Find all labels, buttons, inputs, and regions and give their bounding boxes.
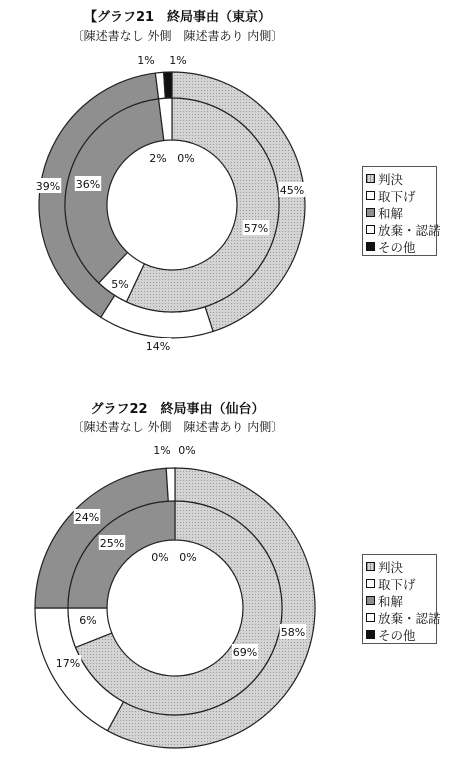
donut-chart-sendai: [0, 390, 360, 760]
legend-label: 和解: [378, 593, 404, 609]
inner-data-label-sonota: 0%: [179, 551, 197, 564]
legend-item-sonota: [366, 626, 441, 643]
legend-item-torisage: [366, 575, 441, 592]
inner-data-label-wakai: 25%: [99, 537, 125, 550]
legend-item-hanketsu: [366, 170, 441, 187]
legend-item-sonota: [366, 238, 441, 255]
inner-data-label-houki-nindaku: 2%: [149, 152, 167, 165]
legend-item-hanketsu: [366, 558, 441, 575]
legend-item-houki-nindaku: [366, 609, 441, 626]
legend-label: 取下げ: [378, 188, 416, 204]
legend-label: 取下げ: [378, 576, 416, 592]
legend-label: 放棄・認諾: [378, 610, 441, 626]
outer-slice-sonota: [164, 72, 172, 98]
outer-slice-houki-nindaku: [166, 468, 175, 501]
legend-label: 和解: [378, 205, 404, 221]
outer-data-label-torisage: 17%: [55, 657, 81, 670]
inner-data-label-hanketsu: 69%: [232, 646, 258, 659]
donut-chart-tokyo: [0, 0, 360, 370]
outer-data-label-hanketsu: 58%: [280, 626, 306, 639]
legend-label: 放棄・認諾: [378, 222, 441, 238]
chart-title: グラフ22 終局事由（仙台）: [90, 402, 265, 417]
inner-data-label-torisage: 5%: [111, 278, 129, 291]
outer-data-label-sonota: 0%: [178, 444, 196, 457]
legend: [366, 558, 441, 643]
legend-item-torisage: [366, 187, 441, 204]
outer-data-label-houki-nindaku: 1%: [153, 444, 171, 457]
legend-swatch: [366, 596, 375, 605]
legend: [366, 170, 441, 255]
inner-data-label-hanketsu: 57%: [243, 222, 269, 235]
legend-swatch: [366, 225, 375, 234]
chart-subtitle: 〔陳述書なし 外側 陳述書あり 内側〕: [71, 29, 284, 43]
legend-label: その他: [378, 627, 416, 643]
legend-label: 判決: [378, 171, 404, 187]
legend-swatch: [366, 630, 375, 639]
legend-label: その他: [378, 239, 416, 255]
legend-swatch: [366, 208, 375, 217]
legend-item-wakai: [366, 204, 441, 221]
outer-data-label-hanketsu: 45%: [279, 184, 305, 197]
legend-swatch: [366, 562, 375, 571]
legend-item-houki-nindaku: [366, 221, 441, 238]
chart-title: 【グラフ21 終局事由（東京）: [83, 10, 272, 25]
legend-swatch: [366, 613, 375, 622]
legend-swatch: [366, 242, 375, 251]
outer-data-label-wakai: 39%: [35, 180, 61, 193]
inner-data-label-houki-nindaku: 0%: [151, 551, 169, 564]
legend-swatch: [366, 191, 375, 200]
legend-item-wakai: [366, 592, 441, 609]
legend-label: 判決: [378, 559, 404, 575]
chart-subtitle: 〔陳述書なし 外側 陳述書あり 内側〕: [71, 420, 284, 434]
legend-swatch: [366, 579, 375, 588]
outer-data-label-torisage: 14%: [145, 340, 171, 353]
inner-data-label-sonota: 0%: [177, 152, 195, 165]
chart-sendai: [0, 390, 471, 760]
legend-swatch: [366, 174, 375, 183]
inner-data-label-wakai: 36%: [75, 178, 101, 191]
inner-data-label-torisage: 6%: [79, 614, 97, 627]
outer-data-label-wakai: 24%: [74, 511, 100, 524]
outer-data-label-sonota: 1%: [169, 54, 187, 67]
outer-data-label-houki-nindaku: 1%: [137, 54, 155, 67]
